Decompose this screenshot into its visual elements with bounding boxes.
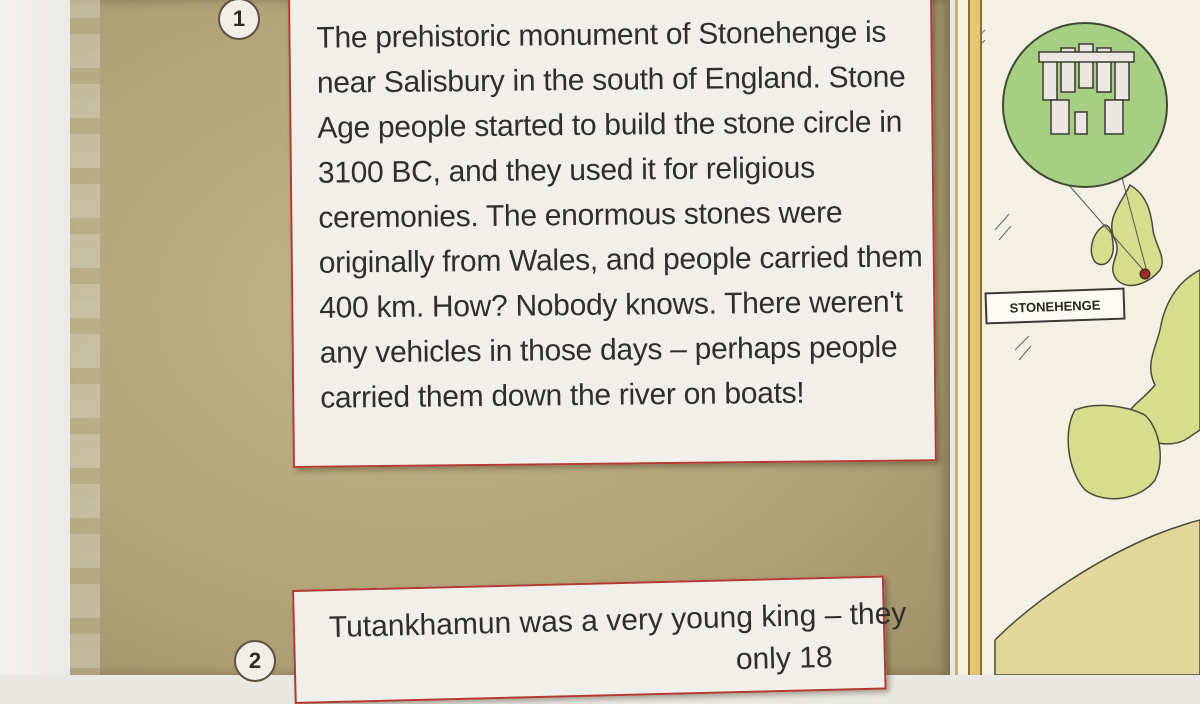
- paragraph-line: any vehicles in those days – perhaps people: [319, 330, 898, 370]
- africa-landmass: [995, 520, 1200, 675]
- section-number-2: 2: [234, 640, 276, 682]
- paragraph-line: The prehistoric monument of Stonehenge is: [316, 15, 887, 55]
- paragraph-line: 400 km. How? Nobody knows. There weren't: [319, 285, 903, 325]
- text-card-tutankhamun: [292, 576, 907, 704]
- paragraph-line: carried them down the river on boats!: [320, 376, 805, 415]
- europe-map-illustration: [955, 0, 1200, 675]
- ireland-landmass: [1091, 225, 1113, 265]
- paragraph-line: only 18: [735, 640, 833, 677]
- paragraph-line: Tutankhamun was a very young king – they: [328, 597, 907, 645]
- text-card-stonehenge: [288, 0, 937, 468]
- paragraph-line: originally from Wales, and people carried them: [318, 240, 923, 280]
- stonehenge-map-label: STONEHENGE: [984, 288, 1125, 325]
- paragraph-line: ceremonies. The enormous stones were: [318, 196, 843, 235]
- paragraph-line: near Salisbury in the south of England. Stone: [316, 60, 906, 100]
- torn-paper-edge: [70, 0, 100, 675]
- section-number-1: 1: [218, 0, 260, 40]
- paragraph-line: Age people started to build the stone circle in: [317, 105, 903, 145]
- iberia-landmass: [1068, 405, 1160, 498]
- stonehenge-location-marker: [1140, 269, 1150, 279]
- paragraph-line: 3100 BC, and they used it for religious: [317, 151, 815, 190]
- map-frame-border: [968, 0, 982, 675]
